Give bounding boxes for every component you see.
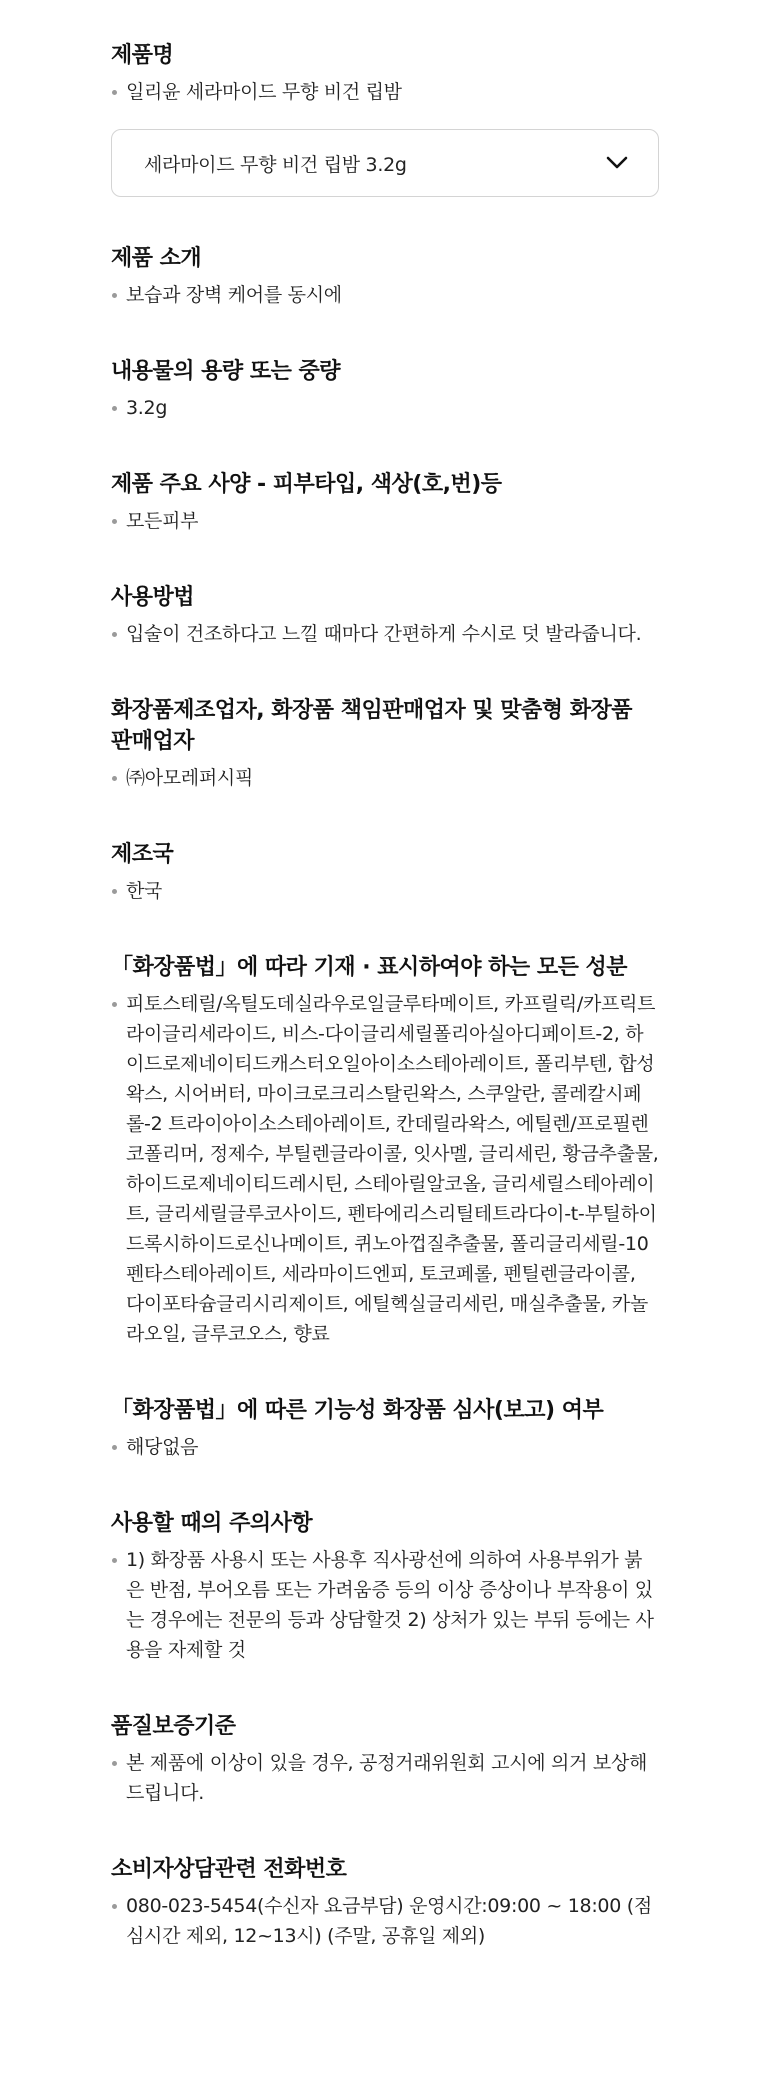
section-manufacturer [111, 695, 659, 793]
section-title: 제품 소개 [111, 246, 202, 271]
section-title: 「화장품법」에 따른 기능성 화장품 심사(보고) 여부 [111, 1398, 604, 1423]
section-value: 피토스테릴/옥틸도데실라우로일글루타메이트, 카프릴릭/카프릭트라이글리세라이드, 비스-다이글리세릴폴리아실아디페이트-2, 하이드로제네이티드캐스터오일아이소스테아레이트, 폴리부텐, 합성왁스, 시어버터, 마이크로크리스탈린왁스, 스쿠알란, 콜레칼시페롤-2 트라이아이소스테아레이트, 칸데릴라왁스, 에틸렌/프로필렌코폴리머, 정제수, 부틸렌글라이콜, 잇사멜, 글리세린, 황금추출물, 하이드로제네이티드레시틴, 스테아릴알코올, 글리세릴스테아레이트, 글리세릴글루코사이드, 펜타에리스리틸테트라다이-t-부틸하이드록시하이드로신나메이트, 퀴노아껍질추출물, 폴리글리세릴-10 펜타스테아레이트, 세라마이드엔피, 토코페롤, 펜틸렌글라이콜, 다이포타슘글리시리제이트, 에틸헥실글리세린, 매실추출물, 카놀라오일, 글루코오스, 향료 [111, 989, 659, 1349]
section-title: 내용물의 용량 또는 중량 [111, 359, 340, 384]
section-value: 해당없음 [111, 1432, 659, 1462]
section-volume [111, 356, 659, 423]
section-title: 사용방법 [111, 585, 195, 610]
section-value: 입술이 건조하다고 느낄 때마다 간편하게 수시로 덧 발라줍니다. [111, 619, 659, 649]
option-select-dropdown[interactable] [111, 129, 659, 197]
section-title: 제조국 [111, 842, 174, 867]
section-value: 080-023-5454(수신자 요금부담) 운영시간:09:00 ~ 18:00 (점심시간 제외, 12~13시) (주말, 공휴일 제외) [111, 1891, 659, 1951]
section-title: 품질보증기준 [111, 1714, 236, 1739]
section-title: 소비자상담관련 전화번호 [111, 1857, 347, 1882]
section-title: 제품명 [111, 43, 174, 68]
section-caution [111, 1508, 659, 1665]
section-product-name [111, 40, 659, 197]
section-quality [111, 1711, 659, 1808]
section-product-intro [111, 243, 659, 310]
section-value: 한국 [111, 876, 659, 906]
section-value: 1) 화장품 사용시 또는 사용후 직사광선에 의하여 사용부위가 붉은 반점, 부어오름 또는 가려움증 등의 이상 증상이나 부작용이 있는 경우에는 전문의 등과 상담할것 2) 상처가 있는 부뒤 등에는 사용을 자제할 것 [111, 1545, 659, 1665]
section-ingredients [111, 952, 659, 1349]
section-country [111, 839, 659, 906]
section-spec [111, 469, 659, 536]
section-functional [111, 1395, 659, 1462]
section-title: 제품 주요 사양 - 피부타입, 색상(호,번)등 [111, 472, 502, 497]
section-title: 화장품제조업자, 화장품 책임판매업자 및 맞춤형 화장품 판매업자 [111, 698, 632, 754]
product-info-list [111, 40, 659, 1951]
option-select-value: 세라마이드 무향 비건 립밤 3.2g [144, 153, 407, 176]
section-value: ㈜아모레퍼시픽 [111, 763, 659, 793]
section-value: 모든피부 [111, 506, 659, 536]
section-usage [111, 582, 659, 649]
section-value: 본 제품에 이상이 있을 경우, 공정거래위원회 고시에 의거 보상해드립니다. [111, 1748, 659, 1808]
chevron-down-icon[interactable] [606, 156, 628, 170]
section-value: 3.2g [111, 393, 659, 423]
section-customer-service [111, 1854, 659, 1951]
section-title: 사용할 때의 주의사항 [111, 1511, 313, 1536]
section-title: 「화장품법」에 따라 기재 · 표시하여야 하는 모든 성분 [111, 955, 628, 980]
section-value: 보습과 장벽 케어를 동시에 [111, 280, 659, 310]
section-value: 일리윤 세라마이드 무향 비건 립밤 [111, 77, 659, 107]
